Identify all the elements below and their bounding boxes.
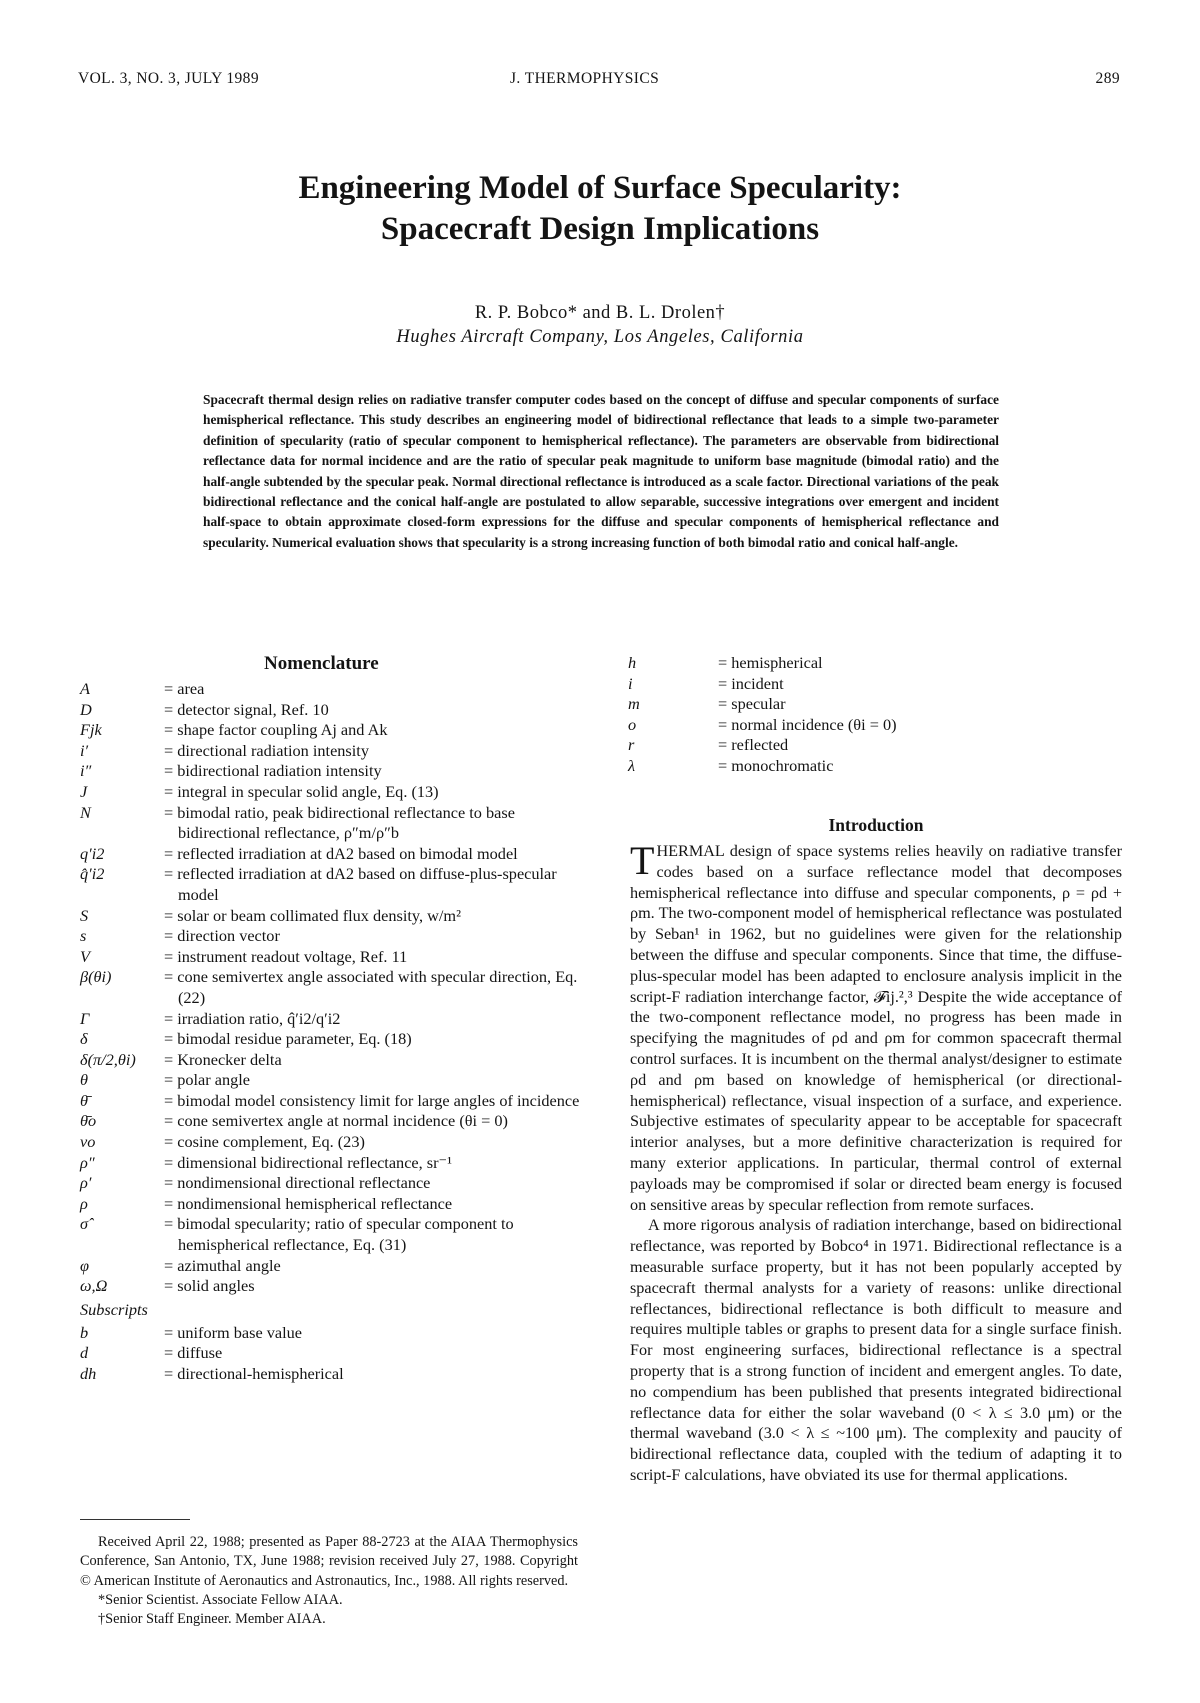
- nomenclature-symbol: s: [80, 926, 87, 946]
- nomenclature-entry: [80, 1009, 588, 1030]
- intro-paragraph-1: [630, 838, 1122, 1215]
- nomenclature-entry: [80, 1173, 588, 1194]
- nomenclature-symbol: Γ: [80, 1008, 90, 1028]
- nomenclature-definition: = cosine complement, Eq. (23): [164, 1132, 365, 1152]
- nomenclature-entry: [628, 735, 897, 756]
- journal-name: J. THERMOPHYSICS: [510, 70, 660, 87]
- introduction-text: [630, 838, 1122, 1486]
- nomenclature-definition: = integral in specular solid angle, Eq. (13): [164, 781, 439, 801]
- nomenclature-definition: = nondimensional hemispherical reflectance: [164, 1193, 453, 1213]
- nomenclature-symbol: D: [80, 699, 92, 719]
- nomenclature-symbol: ρ: [80, 1193, 88, 1213]
- nomenclature-entry: [80, 1214, 588, 1255]
- nomenclature-definition: = nondimensional directional reflectance: [164, 1173, 431, 1193]
- abstract: Spacecraft thermal design relies on radiative transfer computer codes based on the concept of diffuse and specular components of surface hemispherical reflectance. This study describes an engineering model of bidirectional reflectance that leads to a simple two-parameter definition of specularity (ratio of specular component to hemispherical reflectance). The parameters are observable from bidirectional reflectance data for normal incidence and are the ratio of specular peak magnitude to uniform base magnitude (bimodal ratio) and the half-angle subtended by the specular peak. Normal directional reflectance is introduced as a scale factor. Directional variations of the peak bidirectional reflectance and the conical half-angle are postulated to allow separable, successive integrations over emergent and incident half-space to obtain approximate closed-form expressions for the diffuse and specular components of hemispherical reflectance and specularity. Numerical evaluation shows that specularity is a strong increasing function of both bimodal ratio and conical half-angle.: [203, 392, 999, 550]
- volume-info: VOL. 3, NO. 3, JULY 1989: [78, 70, 259, 87]
- nomenclature-definition: = detector signal, Ref. 10: [164, 699, 329, 719]
- nomenclature-list: [80, 679, 588, 1385]
- nomenclature-symbol: m: [628, 694, 640, 714]
- nomenclature-entry: [80, 1364, 588, 1385]
- nomenclature-symbol: N: [80, 802, 91, 822]
- nomenclature-definition: = monochromatic: [718, 755, 834, 775]
- nomenclature-symbol: o: [628, 714, 637, 734]
- nomenclature-entry: [80, 1276, 588, 1297]
- nomenclature-symbol: A: [80, 679, 90, 698]
- nomenclature-symbol: σ̂: [80, 1214, 89, 1234]
- nomenclature-definition: = cone semivertex angle associated with specular direction, Eq. (22): [164, 967, 578, 1007]
- nomenclature-symbol: b: [80, 1322, 89, 1342]
- nomenclature-entry: [80, 679, 588, 700]
- nomenclature-entry: [80, 1132, 588, 1153]
- nomenclature-definition: = area: [164, 679, 205, 698]
- nomenclature-symbol: θ̄: [80, 1090, 88, 1110]
- nomenclature-definition: = bimodal specularity; ratio of specular component to hemispherical reflectance, Eq. (31): [164, 1214, 514, 1255]
- footnote-rule: [80, 1519, 190, 1520]
- nomenclature-symbol: i″: [80, 761, 92, 781]
- drop-cap: T: [630, 838, 655, 883]
- nomenclature-entry: [80, 1323, 588, 1344]
- nomenclature-symbol: ω,Ω: [80, 1276, 108, 1296]
- nomenclature-definition: = shape factor coupling Aj and Ak: [164, 720, 388, 740]
- nomenclature-definition: = normal incidence (θi = 0): [718, 714, 897, 734]
- nomenclature-symbol: q̂′i2: [80, 864, 105, 884]
- nomenclature-entry: [628, 694, 897, 715]
- nomenclature-symbol: δ: [80, 1029, 88, 1049]
- nomenclature-symbol: dh: [80, 1364, 97, 1383]
- nomenclature-definition: = cone semivertex angle at normal incidence (θi = 0): [164, 1111, 508, 1131]
- nomenclature-symbol: V: [80, 946, 90, 966]
- intro-paragraph-2: A more rigorous analysis of radiation interchange, based on bidirectional reflectance, was reported by Bobco⁴ in 1971. Bidirectional reflectance is a measurable surface property, but it has not been popularly accepted by spacecraft thermal analysts for a variety of reasons: unlike directional reflectances, bidirectional reflectance is both difficult to measure and requires multiple tables or graphs to present data for a single surface finish. For most engineering surfaces, bidirectional reflectance is a spectral property that is a strong function of incident and emergent angles. To date, no compendium has been published that presents integrated bidirectional reflectance data for either the solar waveband (0 < λ ≤ 3.0 μm) or the thermal waveband (3.0 < λ ≤ ~100 μm). The complexity and paucity of bidirectional reflectance data, coupled with the tedium of adapting it to script-F calculations, have obviated its use for thermal applications.: [630, 1216, 1122, 1484]
- paper-title: [0, 168, 1200, 250]
- nomenclature-entry: [80, 1091, 588, 1112]
- nomenclature-definition: = directional-hemispherical: [164, 1364, 344, 1383]
- nomenclature-entry: [80, 1029, 588, 1050]
- nomenclature-entry: [80, 926, 588, 947]
- nomenclature-entry: [628, 756, 897, 777]
- nomenclature-definition: = irradiation ratio, q̂′i2/q′i2: [164, 1008, 341, 1028]
- nomenclature-definition: = directional radiation intensity: [164, 740, 369, 760]
- page-number: 289: [1095, 70, 1120, 87]
- nomenclature-entry: [80, 1050, 588, 1071]
- nomenclature-definition: = diffuse: [164, 1343, 223, 1363]
- nomenclature-entry: [80, 1343, 588, 1364]
- nomenclature-entry: [628, 715, 897, 736]
- nomenclature-entry: [80, 700, 588, 721]
- nomenclature-entry: [80, 967, 588, 1008]
- nomenclature-definition: = direction vector: [164, 926, 280, 946]
- nomenclature-heading: Nomenclature: [264, 653, 379, 674]
- nomenclature-definition: = bimodal residue parameter, Eq. (18): [164, 1029, 412, 1049]
- nomenclature-entry: [80, 761, 588, 782]
- nomenclature-definition: = reflected irradiation at dA2 based on diffuse-plus-specular model: [164, 864, 557, 904]
- subscripts-label: Subscripts: [80, 1299, 148, 1319]
- footnotes: [80, 1533, 578, 1629]
- nomenclature-symbol: φ: [80, 1255, 90, 1275]
- nomenclature-symbol: S: [80, 905, 89, 925]
- running-header: [78, 70, 1120, 92]
- nomenclature-symbol: h: [628, 653, 637, 672]
- nomenclature-definition: = reflected: [718, 735, 789, 755]
- nomenclature-symbol: δ(π/2,θi): [80, 1049, 136, 1069]
- nomenclature-definition: = solid angles: [164, 1276, 255, 1296]
- nomenclature-symbol: d: [80, 1343, 89, 1363]
- nomenclature-symbol: J: [80, 781, 88, 801]
- affiliation: Hughes Aircraft Company, Los Angeles, California: [396, 327, 804, 347]
- nomenclature-definition: = bidirectional radiation intensity: [164, 761, 382, 781]
- nomenclature-definition: = specular: [718, 694, 786, 714]
- footnote-author-2: †Senior Staff Engineer. Member AIAA.: [98, 1611, 326, 1628]
- nomenclature-entry: [80, 1153, 588, 1174]
- nomenclature-symbol: q′i2: [80, 843, 105, 863]
- nomenclature-symbol: i: [628, 673, 633, 693]
- nomenclature-entry: [80, 947, 588, 968]
- nomenclature-symbol: r: [628, 735, 635, 755]
- nomenclature-entry: [80, 1111, 588, 1132]
- footnote-author-1: *Senior Scientist. Associate Fellow AIAA.: [98, 1591, 343, 1608]
- introduction-heading: Introduction: [828, 815, 924, 835]
- title-line-2: Spacecraft Design Implications: [380, 211, 820, 247]
- subscripts-right-list: [628, 653, 897, 777]
- nomenclature-entry: [80, 864, 588, 905]
- nomenclature-entry: [80, 1070, 588, 1091]
- nomenclature-symbol: ρ′: [80, 1173, 92, 1193]
- title-line-1: Engineering Model of Surface Specularity:: [298, 170, 902, 206]
- nomenclature-entry: [628, 653, 897, 674]
- nomenclature-symbol: θ̄o: [80, 1111, 97, 1131]
- nomenclature-symbol: Fjk: [80, 720, 102, 740]
- nomenclature-definition: = Kronecker delta: [164, 1049, 282, 1069]
- nomenclature-symbol: νo: [80, 1132, 96, 1152]
- nomenclature-entry: [80, 844, 588, 865]
- footnote-received: Received April 22, 1988; presented as Paper 88-2723 at the AIAA Thermophysics Conference, San Antonio, TX, June 1988; revision received July 27, 1988. Copyright © American Institute of Aeronautics and Astronautics, Inc., 1988. All rights reserved.: [80, 1534, 578, 1589]
- nomenclature-symbol: λ: [628, 755, 636, 775]
- nomenclature-entry: [80, 720, 588, 741]
- nomenclature-entry: [80, 803, 588, 844]
- nomenclature-entry: [80, 1194, 588, 1215]
- nomenclature-definition: = solar or beam collimated flux density, w/m²: [164, 905, 461, 925]
- authors: R. P. Bobco* and B. L. Drolen†: [474, 303, 726, 323]
- nomenclature-symbol: θ: [80, 1070, 88, 1090]
- nomenclature-entry: [80, 1256, 588, 1277]
- nomenclature-definition: = reflected irradiation at dA2 based on bimodal model: [164, 843, 518, 863]
- nomenclature-definition: = incident: [718, 673, 784, 693]
- nomenclature-symbol: ρ″: [80, 1152, 95, 1172]
- intro-p1-text: HERMAL design of space systems relies heavily on radiative transfer codes based on a surface reflectance model that decomposes hemispherical reflectance into diffuse and specular components, ρ = ρd + ρm. The two-component model of hemispherical reflectance was postulated by Seban¹ in 1962, but no guidelines were given for the relationship between the diffuse and specular components. Since that time, the diffuse-plus-specular model has been adapted to enclosure analysis implicit in the script-F radiation interchange factor, 𝓕ij.²,³ Despite the wide acceptance of the two-component reflectance model, no progress has been made in specifying the magnitudes of ρd and ρm for common spacecraft thermal control surfaces. It is incumbent on the thermal analyst/designer to estimate ρd and ρm based on knowledge of hemispherical (or directional-hemispherical) reflectance, visual inspection of a surface, and experience. Subjective estimates of specularity appear to be acceptable for spacecraft interior analyses, but a more definitive characterization is required for many exterior applications. In particular, thermal control of external payloads may be compromised if solar or directed beam energy is focused on sensitive areas by specular reflection from remote surfaces.: [630, 842, 1122, 1214]
- nomenclature-entry: [628, 674, 897, 695]
- nomenclature-definition: = uniform base value: [164, 1322, 303, 1342]
- nomenclature-entry: [80, 741, 588, 762]
- nomenclature-definition: = polar angle: [164, 1070, 251, 1090]
- nomenclature-definition: = hemispherical: [718, 653, 823, 672]
- nomenclature-entry: [80, 782, 588, 803]
- nomenclature-entry: [80, 906, 588, 927]
- nomenclature-definition: = azimuthal angle: [164, 1255, 281, 1275]
- nomenclature-symbol: i′: [80, 740, 89, 760]
- nomenclature-symbol: β(θi): [80, 967, 112, 987]
- nomenclature-definition: = dimensional bidirectional reflectance, sr⁻¹: [164, 1152, 453, 1172]
- nomenclature-definition: = bimodal model consistency limit for large angles of incidence: [164, 1090, 580, 1110]
- nomenclature-definition: = bimodal ratio, peak bidirectional reflectance to base bidirectional reflectance, ρ″m/ρ″b: [164, 802, 515, 843]
- nomenclature-definition: = instrument readout voltage, Ref. 11: [164, 946, 408, 966]
